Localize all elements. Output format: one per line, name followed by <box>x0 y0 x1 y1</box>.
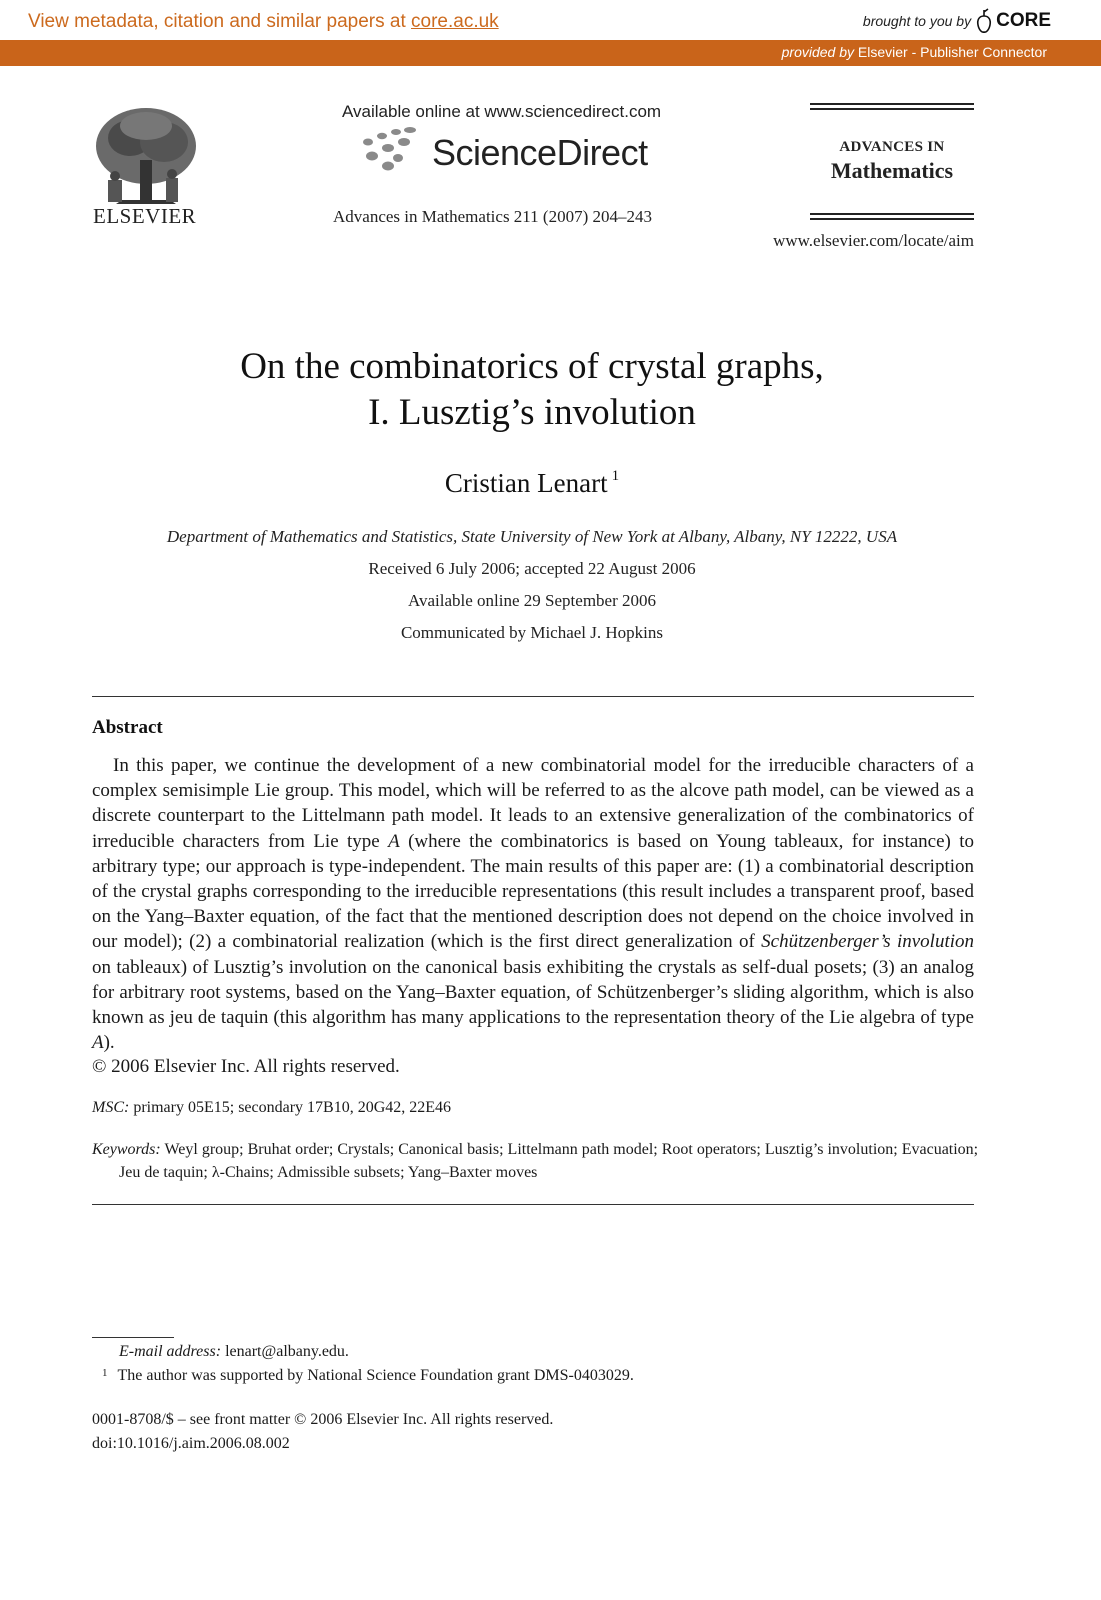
abstract-heading: Abstract <box>92 717 163 738</box>
core-apple-icon <box>975 8 993 34</box>
sciencedirect-dots-icon <box>358 124 428 172</box>
core-meta-prefix: View metadata, citation and similar papers at <box>28 11 412 32</box>
sciencedirect-name: ScienceDirect <box>432 132 648 173</box>
core-provided-text <box>782 44 1047 60</box>
title-line-1: On the combinatorics of crystal graphs, <box>240 346 824 387</box>
abstract-part-4: ). <box>103 1032 115 1054</box>
masthead-rule <box>810 103 974 105</box>
doi-line[interactable]: doi:10.1016/j.aim.2006.08.002 <box>92 1435 290 1452</box>
core-brought-by <box>863 8 1051 34</box>
abstract-type-a-2: A <box>92 1032 104 1054</box>
msc-label: MSC: <box>92 1099 130 1116</box>
publisher-name: ELSEVIER <box>93 204 197 228</box>
msc-classification <box>92 1099 451 1117</box>
author <box>0 468 1064 499</box>
paper-title <box>0 344 1064 436</box>
abstract-part-3: on tableaux) of Lusztig’s involution on the canonical basis exhibiting the crystals as self-dual posets; (3) an analog for arbitrary root systems, based on the Yang–Baxter equation, of Schützenberger’s sliding algorithm, which is also known as jeu de taquin (this algorithm has many applications to the representation theory of the Lie algebra of type <box>92 956 974 1029</box>
keywords-label: Keywords: <box>92 1141 161 1158</box>
keywords-value: Weyl group; Bruhat order; Crystals; Canonical basis; Littelmann path model; Root operators; Lusztig’s involution; Evacuation; Jeu de taquin; λ-Chains; Admissible subsets; Yang–Baxter moves <box>119 1141 979 1181</box>
abstract-type-a: A <box>388 830 400 852</box>
core-brand: CORE <box>996 10 1051 31</box>
abstract-part-1: In this paper, we continue the development of a new combinatorial model for the irreducible characters of a complex semisimple Lie group. This model, which will be referred to as the alcove path model, can be viewed as a discrete counterpart to the Littelmann path model. It leads to an extensive generalization of the combinatorics of irreducible characters from Lie type <box>92 755 974 852</box>
footnote-rule <box>92 1337 174 1338</box>
abstract-schutzenberger: Schützenberger’s involution <box>761 931 974 953</box>
core-provided-label: provided by <box>781 44 855 60</box>
footnote-1-text: The author was supported by National Science Foundation grant DMS-0403029. <box>117 1367 634 1384</box>
journal-name-line1: ADVANCES IN <box>839 139 945 155</box>
author-footnote-mark: 1 <box>611 468 620 484</box>
abstract-top-rule <box>92 696 974 697</box>
core-brought-text: brought to you by <box>862 13 972 29</box>
masthead-rule <box>810 213 974 215</box>
journal-reference: Advances in Mathematics 211 (2007) 204–243 <box>333 207 652 226</box>
msc-value: primary 05E15; secondary 17B10, 20G42, 22E46 <box>129 1099 452 1116</box>
footnote-1 <box>102 1367 634 1385</box>
journal-name-line2: Mathematics <box>830 158 954 183</box>
abstract-part-2: (where the combinatorics is based on Young tableaux, for instance) to arbitrary type; our approach is type-independent. The main results of this paper are: (1) a combinatorial description of the crystal graphs corresponding to the irreducible representations (this result includes a transparent proof, based on the Yang–Baxter equation, of the fact that the mentioned description does not depend on the choice involved in our model); (2) a combinatorial realization (which is the first direct generalization of <box>92 830 974 953</box>
available-online-date: Available online 29 September 2006 <box>407 591 656 610</box>
affiliation: Department of Mathematics and Statistics, State University of New York at Albany, Albany, NY 12222, USA <box>166 527 898 546</box>
abstract-bottom-rule <box>92 1204 974 1205</box>
title-line-2: I. Lusztig’s involution <box>368 392 696 433</box>
core-banner <box>0 0 1101 40</box>
abstract-copyright: © 2006 Elsevier Inc. All rights reserved. <box>92 1056 400 1077</box>
keywords <box>92 1138 1001 1184</box>
footnote-1-mark: 1 <box>102 1367 108 1379</box>
communicated-by: Communicated by Michael J. Hopkins <box>400 623 664 642</box>
sciencedirect-available: Available online at www.sciencedirect.com <box>342 102 662 121</box>
masthead-rule <box>810 218 974 220</box>
journal-url[interactable]: www.elsevier.com/locate/aim <box>773 231 974 250</box>
issn-line: 0001-8708/$ – see front matter © 2006 Elsevier Inc. All rights reserved. <box>92 1411 554 1428</box>
journal-masthead <box>810 103 974 221</box>
email-address[interactable]: lenart@albany.edu. <box>221 1343 349 1360</box>
core-provided-bar <box>0 40 1101 66</box>
footnote-email <box>119 1343 349 1361</box>
masthead-rule <box>810 108 974 110</box>
core-provider: Elsevier - Publisher Connector <box>857 44 1047 60</box>
abstract-text <box>92 753 974 1055</box>
email-label: E-mail address: <box>119 1343 222 1360</box>
core-metadata-link-text[interactable] <box>28 11 499 33</box>
received-date: Received 6 July 2006; accepted 22 August 2006 <box>368 559 696 578</box>
core-link[interactable]: core.ac.uk <box>411 11 499 32</box>
author-name: Cristian Lenart <box>444 468 608 498</box>
